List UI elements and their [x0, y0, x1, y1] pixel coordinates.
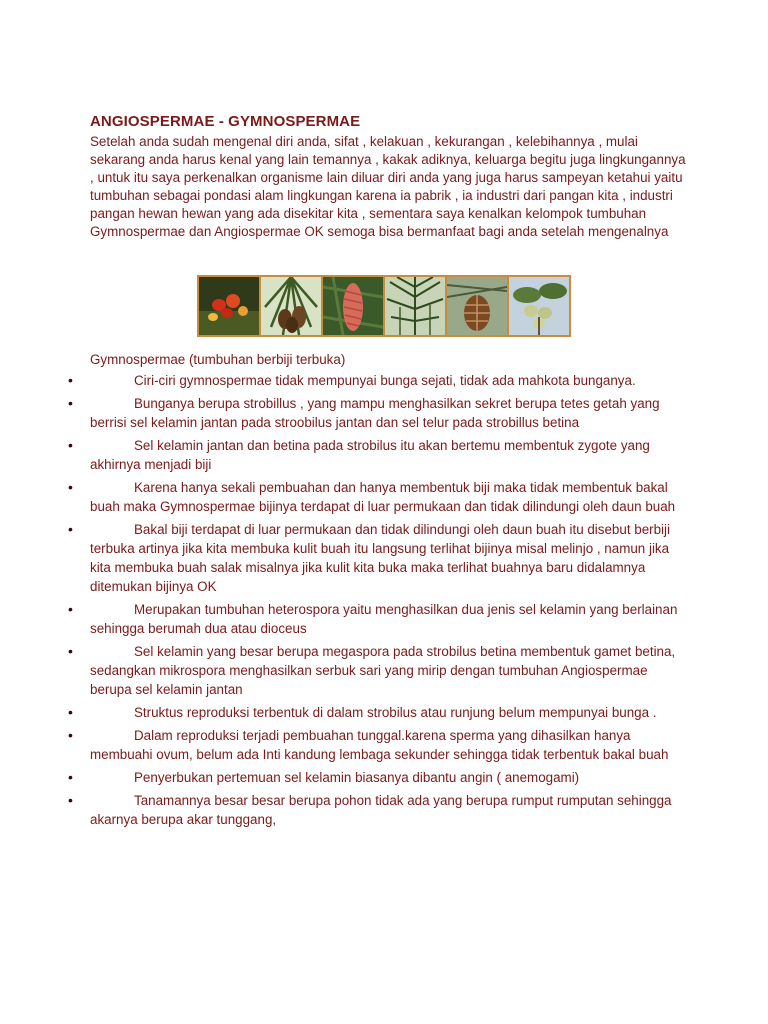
plant-photo-strip [197, 275, 571, 337]
bullet-marker: • [68, 437, 73, 453]
bullet-marker: • [68, 792, 73, 808]
bullet-item [0, 394, 690, 432]
bullet-marker: • [68, 479, 73, 495]
document-title: ANGIOSPERMAE - GYMNOSPERMAE [90, 113, 361, 130]
bullet-text: Ciri-ciri gymnospermae tidak mempunyai bunga sejati, tidak ada mahkota bunganya. [134, 373, 636, 388]
bullet-marker: • [68, 643, 73, 659]
red-fruit-photo [199, 277, 259, 335]
bullet-text: Merupakan tumbuhan heterospora yaitu menghasilkan dua jenis sel kelamin yang berlainan sehingga berumah dua atau dioceus [90, 602, 678, 636]
bullet-item [0, 436, 690, 474]
intro-paragraph: Setelah anda sudah mengenal diri anda, sifat , kelakuan , kekurangan , kelebihannya , mulai sekarang anda harus kenal yang lain temannya , kakak adiknya, keluarga begitu juga lingkungannya , untuk itu saya perkenalkan organisme lain diluar diri anda yang juga harus sampeyan ketahui yaitu tumbuhan sebagai pondasi alam lingkungan karena ia pabrik , ia industri dari pangan kita , industri pangan hewan hewan yang ada disekitar kita , sementara saya kenalkan kelompok tumbuhan Gymnospermae dan Angiospermae OK semoga bisa bermanfaat bagi anda setelah mengenalnya [90, 134, 686, 239]
bullet-marker: • [68, 704, 73, 720]
bullet-marker: • [68, 769, 73, 785]
bullet-item [0, 726, 690, 764]
gymnospermae-bullet-list [0, 371, 768, 833]
bullet-text: Dalam reproduksi terjadi pembuahan tunggal.karena sperma yang dihasilkan hanya membuahi ovum, belum ada Inti kandung lembaga sekunder sehingga tidak terbentuk bakal buah [90, 728, 669, 762]
bullet-item [0, 478, 690, 516]
bullet-marker: • [68, 395, 73, 411]
bullet-item [0, 768, 690, 787]
bullet-text: Struktus reproduksi terbentuk di dalam strobilus atau runjung belum mempunyai bunga . [134, 705, 657, 720]
bullet-text: Karena hanya sekali pembuahan dan hanya membentuk biji maka tidak membentuk bakal buah maka Gymnospermae bijinya terdapat di luar permukaan dan tidak dilindungi oleh daun buah [90, 480, 676, 514]
bullet-text: Sel kelamin jantan dan betina pada strobilus itu akan bertemu membentuk zygote yang akhirnya menjadi biji [90, 438, 650, 472]
bullet-text: Bunganya berupa strobillus , yang mampu menghasilkan sekret berupa tetes getah yang berrisi sel kelamin jantan pada stroobilus jantan dan sel telur pada strobillus betina [90, 396, 660, 430]
bullet-text: Penyerbukan pertemuan sel kelamin biasanya dibantu angin ( anemogami) [134, 770, 580, 785]
brown-cone-photo [447, 277, 507, 335]
gymnospermae-heading: Gymnospermae (tumbuhan berbiji terbuka) [90, 352, 346, 367]
bullet-text: Sel kelamin yang besar berupa megaspora pada strobilus betina membentuk gamet betina, sedangkan mikrospora menghasilkan serbuk sari yang mirip dengan tumbuhan Angiospermae berupa sel kelamin jantan [90, 644, 676, 697]
pine-needles-photo [385, 277, 445, 335]
bullet-marker: • [68, 727, 73, 743]
bullet-text: Tanamannya besar besar berupa pohon tidak ada yang berupa rumput rumputan sehingga akarnya berupa akar tunggang, [90, 793, 672, 827]
bullet-item [0, 600, 690, 638]
bullet-item [0, 520, 690, 596]
green-fruit-tree-photo [509, 277, 569, 335]
bullet-item [0, 791, 690, 829]
red-cone-photo [323, 277, 383, 335]
bullet-item [0, 371, 690, 390]
bullet-marker: • [68, 521, 73, 537]
bullet-item [0, 642, 690, 699]
bullet-text: Bakal biji terdapat di luar permukaan dan tidak dilindungi oleh daun buah itu disebut berbiji terbuka artinya jika kita membuka kulit buah itu langsung terlihat bijinya misal melinjo , namun jika kita membuka buah salak misalnya jika kulit kita buka maka terlihat buahnya baru didalamnya ditemukan bijinya OK [90, 522, 670, 594]
bullet-marker: • [68, 372, 73, 388]
bullet-marker: • [68, 601, 73, 617]
pine-cone-cluster-photo [261, 277, 321, 335]
bullet-item [0, 703, 690, 722]
